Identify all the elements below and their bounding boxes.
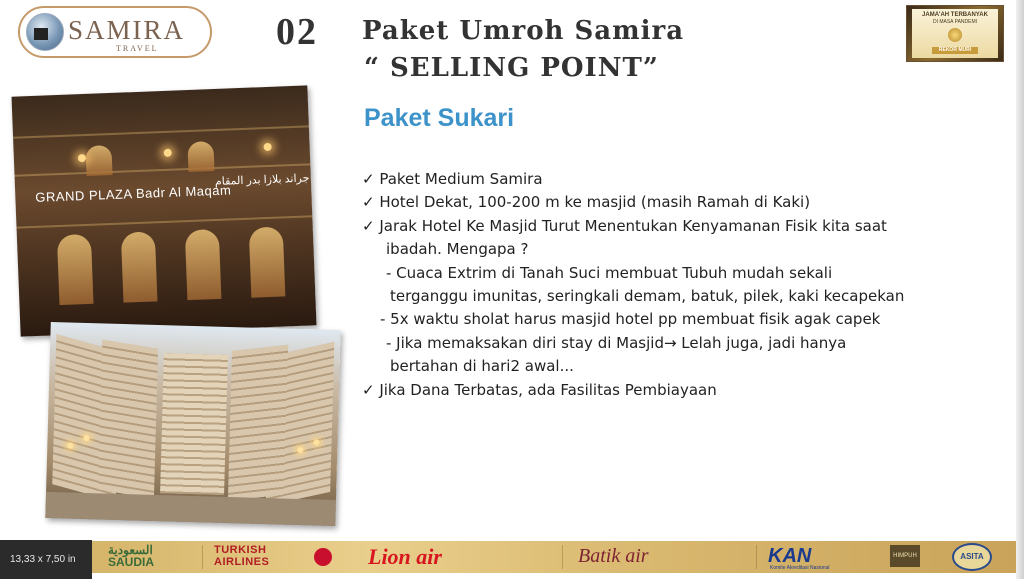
turkish-label: TURKISH xyxy=(214,544,267,556)
slide-number: 02 xyxy=(276,11,318,53)
logo-name: SAMIRA xyxy=(68,15,186,45)
list-item: ✓ Paket Medium Samira xyxy=(362,170,543,188)
page-title: Paket Umroh Samira xyxy=(362,16,685,46)
lion-air-logo: Lion air xyxy=(368,544,442,569)
kan-subtitle: Komite Akreditasi Nasional xyxy=(770,565,830,571)
kan-logo: KAN xyxy=(768,545,812,567)
list-item: - Jika memaksakan diri stay di Masjid→ Lelah juga, jadi hanya xyxy=(386,333,847,352)
samira-travel-logo xyxy=(18,6,212,58)
list-item: ✓ Hotel Dekat, 100-200 m ke masjid (masih Ramah di Kaki) xyxy=(362,193,811,212)
list-item: ✓ Jarak Hotel Ke Masjid Turut Menentukan Kenyamanan Fisik kita saat xyxy=(362,216,887,235)
list-item: ibadah. Mengapa ? xyxy=(386,240,529,259)
list-item: bertahan di hari2 awal... xyxy=(390,357,574,376)
list-item: ✓ Jika Dana Terbatas, ada Fasilitas Pembiayaan xyxy=(362,380,717,399)
hotel-sign-arabic: جراند بلازا بدر المقام xyxy=(214,172,310,189)
badge-line-2: DI MASA PANDEMI xyxy=(932,19,978,25)
window-edge xyxy=(1016,0,1024,579)
saudia-logo xyxy=(108,544,154,568)
partner-logo-strip xyxy=(92,541,1016,573)
saudia-label: SAUDIA xyxy=(108,555,155,569)
badge-line-1: JAMA'AH TERBANYAK xyxy=(922,12,988,18)
himpuh-logo: HIMPUH xyxy=(890,545,920,567)
slide-size-label: 13,33 x 7,50 in xyxy=(0,540,92,579)
badge-line-3: REKOR MURI xyxy=(938,47,972,53)
turkish-bird-icon xyxy=(314,548,332,566)
list-item: - Cuaca Extrim di Tanah Suci membuat Tubuh mudah sekali xyxy=(386,263,833,282)
hotel-towers-photo xyxy=(45,322,340,526)
page-title-2: “ SELLING POINT” xyxy=(364,53,659,83)
hotel-sign: GRAND PLAZA Badr Al Maqam xyxy=(35,182,232,205)
list-item: terganggu imunitas, seringkali demam, batuk, pilek, kaki kecapekan xyxy=(390,287,905,306)
turkish-airlines-logo xyxy=(214,544,269,568)
logo-subtitle: TRAVEL xyxy=(116,44,159,53)
asita-logo: ASITA xyxy=(952,543,992,571)
list-item: - 5x waktu sholat harus masjid hotel pp membuat fisik agak capek xyxy=(380,310,881,329)
kaaba-icon xyxy=(34,28,48,40)
medal-icon xyxy=(948,28,962,42)
selling-points-list xyxy=(362,168,1002,402)
saudia-arabic: السعودية xyxy=(108,543,153,557)
batik-air-logo: Batik air xyxy=(578,545,649,567)
rekor-muri-badge xyxy=(906,5,1004,62)
hotel-facade-photo xyxy=(12,85,317,336)
airlines-label: AIRLINES xyxy=(214,556,270,568)
section-title: Paket Sukari xyxy=(364,104,515,132)
